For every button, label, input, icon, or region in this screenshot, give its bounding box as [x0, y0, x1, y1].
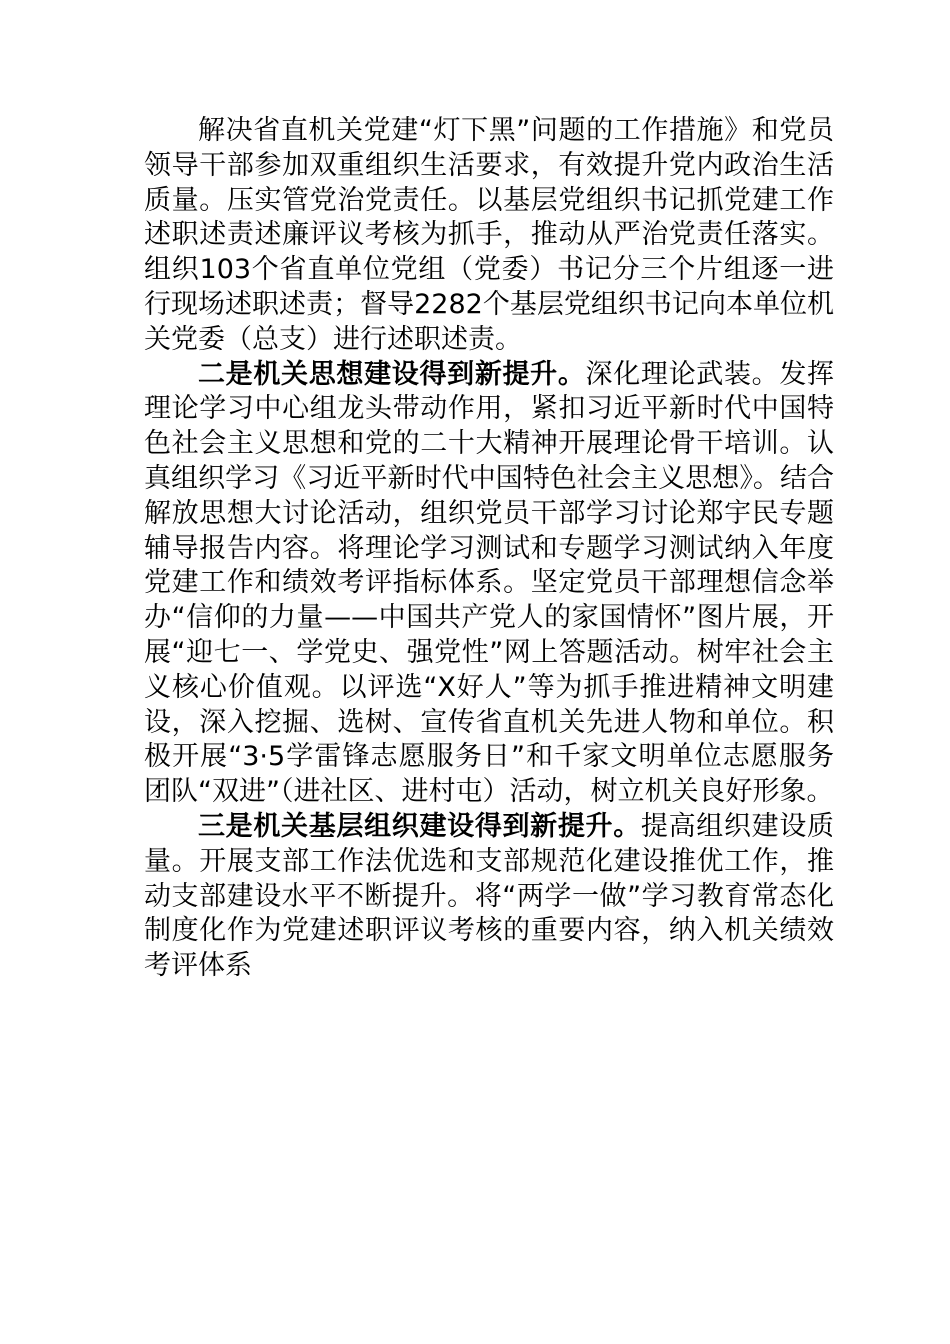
paragraph-1	[144, 114, 834, 358]
paragraph-3	[144, 810, 834, 984]
document-body	[144, 114, 834, 984]
paragraph-3-text: 提高组织建设质量。开展支部工作法优选和支部规范化建设推优工作，推动支部建设水平不断提升。将“两学一做”学习教育常态化制度化作为党建述职评议考核的重要内容，纳入机关绩效考评体系	[144, 810, 835, 982]
paragraph-2-text: 深化理论武装。发挥理论学习中心组龙头带动作用，紧扣习近平新时代中国特色社会主义思想和党的二十大精神开展理论骨干培训。认真组织学习《习近平新时代中国特色社会主义思想》。结合解放思想大讨论活动，组织党员干部学习讨论郑宇民专题辅导报告内容。将理论学习测试和专题学习测试纳入年度党建工作和绩效考评指标体系。坚定党员干部理想信念举办“信仰的力量——中国共产党人的家国情怀”图片展，开展“迎七一、学党史、强党性”网上答题活动。树牢社会主义核心价值观。以评选“X好人”等为抓手推进精神文明建设，深入挖掘、选树、宣传省直机关先进人物和单位。积极开展“3·5学雷锋志愿服务日”和千家文明单位志愿服务团队“双进”（进社区、进村屯）活动，树立机关良好形象。	[144, 358, 835, 808]
paragraph-3-lead: 三是机关基层组织建设得到新提升。	[198, 810, 641, 842]
paragraph-2-lead: 二是机关思想建设得到新提升。	[198, 358, 586, 390]
paragraph-2	[144, 358, 834, 810]
paragraph-1-text: 解决省直机关党建“灯下黑”问题的工作措施》和党员领导干部参加双重组织生活要求，有效提升党内政治生活质量。压实管党治党责任。以基层党组织书记抓党建工作述职述责述廉评议考核为抓手，推动从严治党责任落实。组织103个省直单位党组（党委）书记分三个片组逐一进行现场述职述责；督导2282个基层党组织书记向本单位机关党委（总支）进行述职述责。	[144, 115, 834, 355]
